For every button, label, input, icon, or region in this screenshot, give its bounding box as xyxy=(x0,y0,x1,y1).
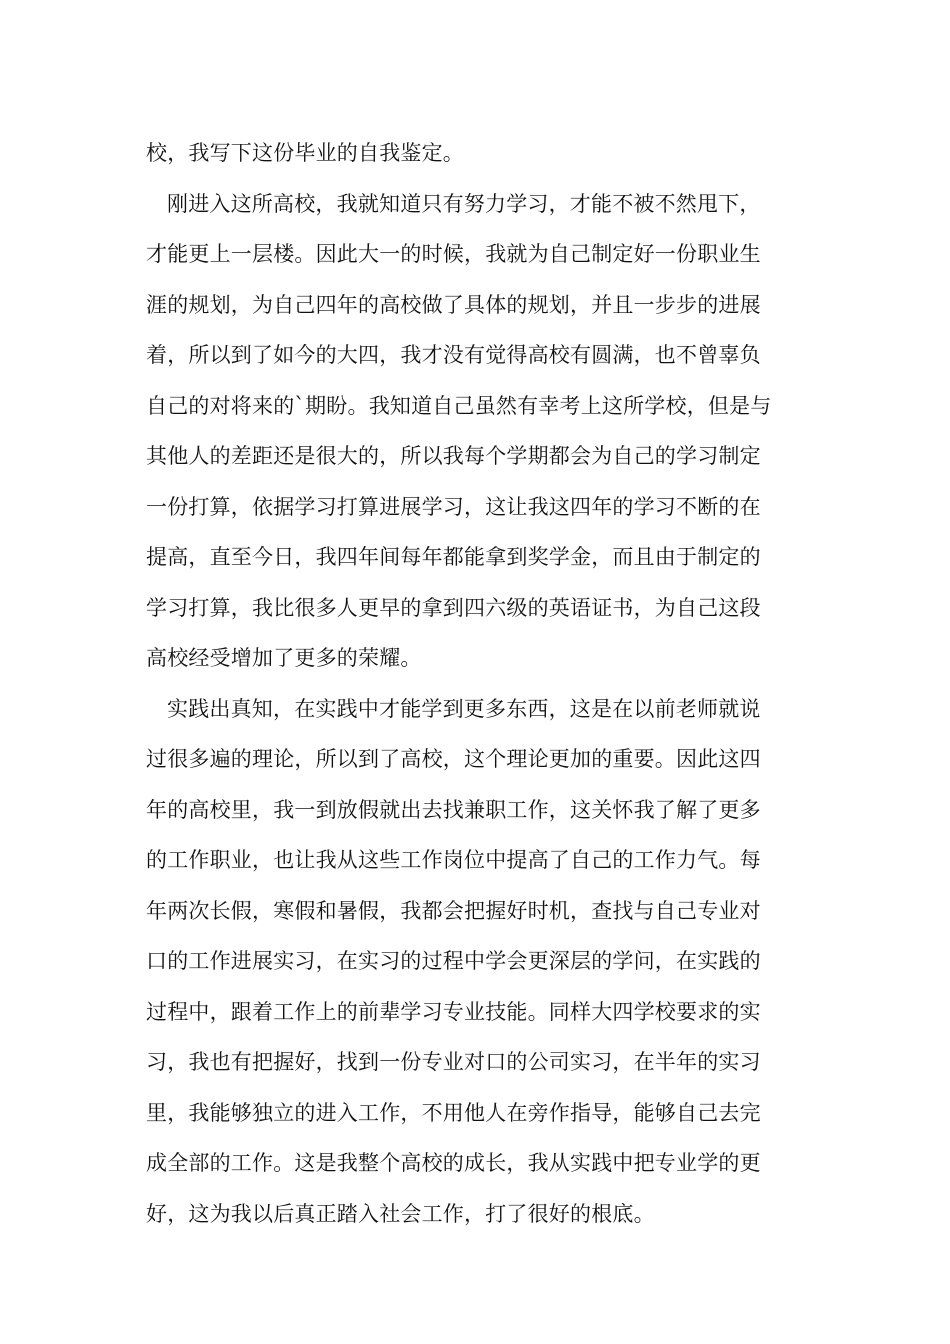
paragraph-3 xyxy=(146,684,806,1240)
text-line: 年的高校里，我一到放假就出去找兼职工作，这关怀我了解了更多 xyxy=(146,797,761,822)
text-line: 才能更上一层楼。因此大一的时候，我就为自己制定好一份职业生 xyxy=(146,242,761,266)
text-line: 高校经受增加了更多的荣耀。 xyxy=(146,646,422,670)
text-line: 过程中，跟着工作上的前辈学习专业技能。同样大四学校要求的实 xyxy=(146,999,761,1024)
text-line: 好，这为我以后真正踏入社会工作，打了很好的根底。 xyxy=(146,1201,655,1226)
text-line: 年两次长假，寒假和暑假，我都会把握好时机，查找与自己专业对 xyxy=(146,898,761,923)
document-body xyxy=(146,128,806,1239)
text-line: 习，我也有把握好，找到一份专业对口的公司实习，在半年的实习 xyxy=(146,1050,761,1074)
text-line: 刚进入这所高校，我就知道只有努力学习，才能不被不然甩下， xyxy=(167,191,761,216)
text-line: 一份打算，依据学习打算进展学习，这让我这四年的学习不断的在 xyxy=(146,494,761,519)
text-line: 的工作职业，也让我从这些工作岗位中提高了自己的工作力气。每 xyxy=(146,848,761,872)
text-line: 提高，直至今日，我四年间每年都能拿到奖学金，而且由于制定的 xyxy=(146,545,761,569)
text-line: 校，我写下这份毕业的自我鉴定。 xyxy=(146,141,464,165)
text-line: 过很多遍的理论，所以到了高校，这个理论更加的重要。因此这四 xyxy=(146,747,761,771)
paragraph-1 xyxy=(146,128,806,179)
text-line: 口的工作进展实习，在实习的过程中学会更深层的学问，在实践的 xyxy=(146,949,761,973)
text-line: 自己的对将来的`期盼。我知道自己虽然有幸考上这所学校，但是与 xyxy=(146,393,772,418)
paragraph-2 xyxy=(146,179,806,684)
text-line: 实践出真知，在实践中才能学到更多东西，这是在以前老师就说 xyxy=(167,696,761,721)
text-line: 里，我能够独立的进入工作，不用他人在旁作指导，能够自己去完 xyxy=(146,1100,761,1125)
text-line: 着，所以到了如今的大四，我才没有觉得高校有圆满，也不曾辜负 xyxy=(146,343,761,367)
text-line: 涯的规划，为自己四年的高校做了具体的规划，并且一步步的进展 xyxy=(146,292,761,317)
text-line: 其他人的差距还是很大的，所以我每个学期都会为自己的学习制定 xyxy=(146,444,761,468)
text-line: 学习打算，我比很多人更早的拿到四六级的英语证书，为自己这段 xyxy=(146,595,761,620)
text-line: 成全部的工作。这是我整个高校的成长，我从实践中把专业学的更 xyxy=(146,1151,761,1175)
